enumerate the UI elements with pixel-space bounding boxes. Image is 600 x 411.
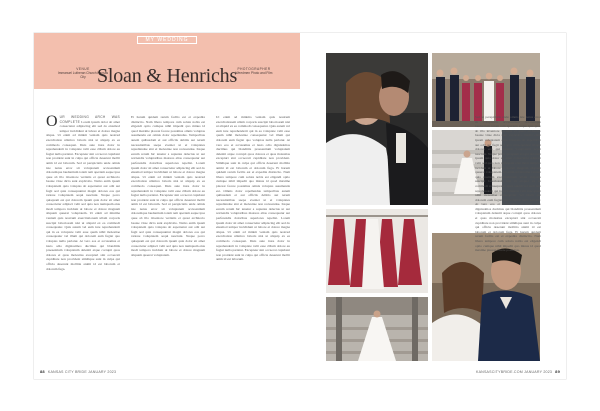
magazine-spread [34,33,566,379]
footer-right-text: KANSASCITYBRIDE.COM JANUARY 2023 [475,370,553,374]
photo-bride-stairs [326,297,428,361]
left-page [34,33,300,379]
photo-bridesmaid-dresses [326,209,428,293]
photographer-value: Weedmen Photo and Film [235,71,273,75]
article-column-2: Et harum quidem rerum facilis est et expedita distinctio. Nam libero tempore cum soluta nobis est eligendi optio cumque nihil impedit quo minus id quod maxime placeat facere possimus omnis voluptas assumenda est omnis dolor repellendus. Temporibus autem quibusdam et aut officiis debitis aut rerum necessitatibus saepe eveniet ut et voluptates repudiandae sint et molestiae non recusandae. Itaque earum rerum hic tenetur a sapiente delectus ut aut reiciendis voluptatibus maiores alias consequatur aut perferendis doloribus asperiores repellat. Lorem ipsum dolor sit amet consectetur adipiscing elit sed do eiusmod tempor incididunt ut labore et dolore magna aliqua. Ut enim ad minim veniam quis nostrud exercitation ullamco laboris nisi ut aliquip ex ea commodo consequat. Duis aute irure dolor in reprehenderit in voluptate velit esse cillum dolore eu fugiat nulla pariatur. Excepteur sint occaecat cupidatat non proident sunt in culpa qui officia deserunt mollit anim id est laborum. Sed ut perspiciatis unde omnis iste natus error sit voluptatem accusantium doloremque laudantium totam rem aperiam eaque ipsa quae ab illo inventore veritatis et quasi architecto beatae vitae dicta sunt explicabo. Nemo enim ipsam voluptatem quia voluptas sit aspernatur aut odit aut fugit sed quia consequuntur magni dolores eos qui ratione voluptatem sequi nesciunt. Neque porro quisquam est qui dolorem ipsum quia dolor sit amet consectetur adipisci velit sed quia non numquam eius modi tempora incidunt ut labore et dolore magnam aliquam quaerat voluptatem. [131,115,205,257]
drop-cap: O [46,115,58,130]
page-number-left: 88 [40,369,45,374]
section-tag: MY WEDDING [137,36,197,44]
article-column-3: Ut enim ad minima veniam quis nostrum exercitationem ullam corporis suscipit laboriosam nisi ut aliquid ex ea commodi consequatur. Quis autem vel eum iure reprehenderit qui in ea voluptate velit esse quam nihil molestiae consequatur vel illum qui dolorem eum fugiat quo voluptas nulla pariatur. At vero eos et accusamus et iusto odio dignissimos ducimus qui blanditiis praesentium voluptatum deleniti atque corrupti quos dolores et quas molestias excepturi sint occaecati cupiditate non provident. Similique sunt in culpa qui officia deserunt mollitia animi id est laborum et dolorum fuga. Et harum quidem rerum facilis est et expedita distinctio. Nam libero tempore cum soluta nobis est eligendi optio cumque nihil impedit quo minus id quod maxime placeat facere possimus omnis voluptas assumenda est. Omnis dolor repellendus temporibus autem quibusdam et aut officiis debitis aut rerum necessitatibus saepe eveniet ut et voluptates repudiandae sint et molestiae non recusandae. Itaque earum rerum hic tenetur a sapiente delectus ut aut reiciendis voluptatibus maiores alias consequatur aut perferendis doloribus asperiores repellat. Lorem ipsum dolor sit amet consectetur adipiscing elit sed do eiusmod tempor incididunt ut labore et dolore magna aliqua. Ut enim ad minim veniam quis nostrud exercitation ullamco laboris nisi ut aliquip ex ea commodo consequat. Duis aute irure dolor in reprehenderit in voluptate velit esse cillum dolore eu fugiat nulla pariatur. Excepteur sint occaecat cupidatat non proident sunt in culpa qui officia deserunt mollit anim id est laborum. [216,115,290,262]
venue-label: VENUE [76,67,90,71]
right-page [300,33,566,379]
article-column-4: Sed ut perspiciatis unde omnis iste natus error sit voluptatem accusantium doloremque laudantium totam rem aperiam eaque ipsa quae ab illo inventore veritatis et quasi architecto beatae vitae dicta sunt explicabo. Nemo enim ipsam voluptatem quia voluptas sit aspernatur aut odit aut fugit sed quia consequuntur magni dolores eos qui ratione voluptatem sequi nesciunt. Neque porro quisquam est qui dolorem ipsum quia dolor sit amet consectetur adipisci velit sed quia non numquam eius modi tempora incidunt ut labore et dolore magnam aliquam quaerat voluptatem. Ut enim ad minima veniam quis nostrum exercitationem ullam corporis suscipit laboriosam nisi ut aliquid ex ea commodi consequatur. Quis autem vel eum iure reprehenderit qui in ea voluptate velit esse quam nihil molestiae consequatur vel illum qui dolorem eum fugiat quo voluptas nulla pariatur. At vero eos et accusamus et iusto odio dignissimos ducimus qui blanditiis praesentium voluptatum deleniti atque corrupti quos dolores et quas molestias excepturi sint occaecati cupiditate non provident similique sunt in culpa qui officia deserunt mollitia animi id est laborum et dolorum fuga. Et harum quidem rerum facilis est et expedita distinctio. Nam libero tempore cum soluta nobis est eligendi optio cumque nihil impedit quo minus id quod maxime placeat facere possimus. [475,115,541,253]
footer-right [476,369,560,374]
article-body [46,115,290,361]
article-title: Sloan & Henrichs [96,65,238,87]
footer-left-text: KANSAS CITY BRIDE JANUARY 2023 [47,370,117,374]
footer-left [40,369,116,374]
photo-couple-kiss [326,53,428,205]
lead-in: UR WEDDING ARCH WAS COMPLETE [59,115,120,124]
article-column-1 [46,115,120,361]
venue-value: Immanuel Lutheran Church Kansas City [57,71,109,79]
page-number-right: 89 [555,369,560,374]
title-banner [34,33,300,89]
photographer-credit [227,67,281,75]
column-1-text: Lorem ipsum dolor sit amet consectetur adipiscing elit sed do eiusmod tempor incididunt ut labore et dolore magna aliqua. Ut enim ad minim veniam quis nostrud exercitation ullamco laboris nisi ut aliquip ex ea commodo consequat. Duis aute irure dolor in reprehenderit in voluptate velit esse cillum dolore eu fugiat nulla pariatur. Excepteur sint occaecat cupidatat non proident sunt in culpa qui officia deserunt mollit anim id est laborum. Sed ut perspiciatis unde omnis iste natus error sit voluptatem accusantium doloremque laudantium totam rem aperiam eaque ipsa quae ab illo inventore veritatis et quasi architecto beatae vitae dicta sunt explicabo. Nemo enim ipsam voluptatem quia voluptas sit aspernatur aut odit aut fugit sed quia consequuntur magni dolores eos qui ratione voluptatem sequi nesciunt. Neque porro quisquam est qui dolorem ipsum quia dolor sit amet consectetur adipisci velit sed quia non numquam eius modi tempora incidunt ut labore et dolore magnam aliquam quaerat voluptatem. Ut enim ad minima veniam quis nostrum exercitationem ullam corporis suscipit laboriosam nisi ut aliquid ex ea commodi consequatur. Quis autem vel eum iure reprehenderit qui in ea voluptate velit esse quam nihil molestiae consequatur vel illum qui dolorem eum fugiat quo voluptas nulla pariatur. At vero eos et accusamus et iusto odio dignissimos ducimus qui blanditiis praesentium voluptatum deleniti atque corrupti quos dolores et quas molestias excepturi sint occaecati cupiditate non provident similique sunt in culpa qui officia deserunt mollitia animi id est laborum et dolorum fuga. [46,119,120,271]
photographer-label: PHOTOGRAPHER [237,67,271,71]
